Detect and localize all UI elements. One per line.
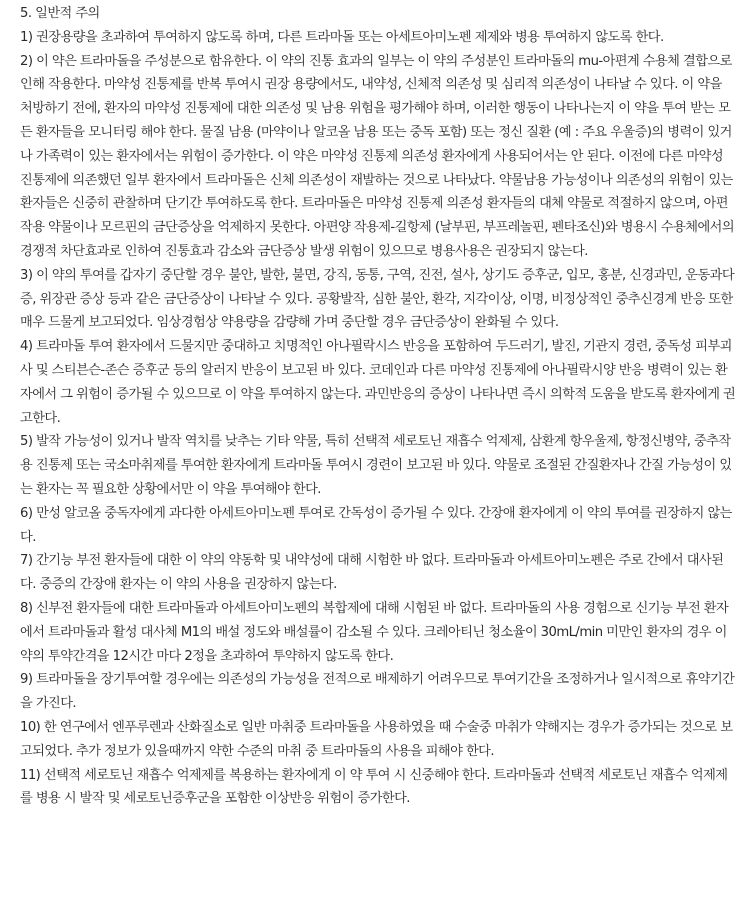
paragraph-1: 1) 권장용량을 초과하여 투여하지 않도록 하며, 다른 트라마돌 또는 아세트아미노펜 제제와 병용 투여하지 않도록 한다. — [20, 29, 664, 45]
paragraph-5: 5) 발작 가능성이 있거나 발작 역치를 낮추는 기타 약물, 특히 선택적 세로토닌 재흡수 억제제, 삼환계 항우울제, 항정신병약, 중추작용 진통제 또는 국소마취제를 투여한 환자에게 트라마돌 투여시 경련이 보고된 바 있다. 약물로 조절된 간질환자나 간질 가능성이 있는 환자는 꼭 필요한 상황에서만 이 약을 투여해야 한다. — [20, 434, 732, 497]
paragraph-11: 11) 선택적 세로토닌 재흡수 억제제를 복용하는 환자에게 이 약 투여 시 신중해야 한다. 트라마돌과 선택적 세로토닌 재흡수 억제제를 병용 시 발작 및 세로토닌증후군을 포함한 이상반응 위험이 증가한다. — [20, 767, 728, 807]
paragraph-4: 4) 트라마돌 투여 환자에서 드물지만 중대하고 치명적인 아나필락시스 반응을 포함하여 두드러기, 발진, 기관지 경련, 중독성 피부괴사 및 스티븐슨-존슨 증후군 등의 알러지 반응이 보고된 바 있다. 코데인과 다른 마약성 진통제에 아나필락시양 반응 병력이 있는 환자에서 그 위험이 증가될 수 있으므로 이 약을 투여하지 않는다. 과민반응의 증상이 나타나면 즉시 의학적 도움을 받도록 환자에게 권고한다. — [20, 339, 736, 426]
paragraph-8: 8) 신부전 환자들에 대한 트라마돌과 아세트아미노펜의 복합제에 대해 시험된 바 없다. 트라마돌의 사용 경험으로 신기능 부전 환자에서 트라마돌과 활성 대사체 M1의 배설 정도와 배설률이 감소될 수 있다. 크레아티닌 청소율이 30mL/min 미만인 환자의 경우 이 약의 투약간격을 12시간 마다 2정을 초과하여 투약하지 않도록 한다. — [20, 600, 729, 664]
paragraph-2: 2) 이 약은 트라마돌을 주성분으로 함유한다. 이 약의 진통 효과의 일부는 이 약의 주성분인 트라마돌의 mu-아편계 수용체 결합으로 인해 작용한다. 마약성 진통제를 반복 투여시 권장 용량에서도, 내약성, 신체적 의존성 및 심리적 의존성이 나타날 수 있다. 이 약을 처방하기 전에, 환자의 마약성 진통제에 대한 의존성 및 남용 위험을 평가해야 하며, 이러한 행동이 나타나는지 이 약을 투여 받는 모든 환자들을 모니터링 해야 한다. 물질 남용 (마약이나 알코올 남용 또는 중독 포함) 또는 정신 질환 (예 : 주요 우울증)의 병력이 있거나 가족력이 있는 환자에서는 위험이 증가한다. 이 약은 마약성 진통제 의존성 환자에게 사용되어서는 안 된다. 이전에 다른 마약성 진통제에 의존했던 일부 환자에서 트라마돌은 신체 의존성이 재발하는 것으로 나타났다. 약물남용 가능성이나 의존성의 위험이 있는 환자들은 신중히 관찰하며 단기간 투여하도록 한다. 트라마돌은 마약성 진통제 의존성 환자들의 대체 약물로 적절하지 않으며, 아편작용 약물이나 모르핀의 금단증상을 억제하지 못한다. 아편양 작용제-길항제 (날부핀, 부프레놀핀, 펜타조신)와 병용시 수용체에서의 경쟁적 차단효과로 인하여 진통효과 감소와 금단증상 발생 위험이 있으므로 병용사용은 권장되지 않는다. — [20, 53, 735, 259]
section-title: 5. 일반적 주의 — [20, 6, 100, 21]
paragraph-7: 7) 간기능 부전 환자들에 대한 이 약의 약동학 및 내약성에 대해 시험한 바 없다. 트라마돌과 아세트아미노펜은 주로 간에서 대사된다. 중증의 간장애 환자는 이 약의 사용을 권장하지 않는다. — [20, 553, 724, 593]
paragraph-6: 6) 만성 알코올 중독자에게 과다한 아세트아미노펜 투여로 간독성이 증가될 수 있다. 간장애 환자에게 이 약의 투여를 권장하지 않는다. — [20, 505, 732, 545]
paragraph-3: 3) 이 약의 투여를 갑자기 중단할 경우 불안, 발한, 불면, 강직, 동통, 구역, 진전, 설사, 상기도 증후군, 입모, 홍분, 신경과민, 운동과다증, 위장관 증상 등과 같은 금단증상이 나타날 수 있다. 공황발작, 심한 불안, 환각, 지각이상, 이명, 비정상적인 중추신경계 반응 또한 매우 드물게 보고되었다. 임상경험상 약용량을 감량해 가며 중단할 경우 금단증상이 완화될 수 있다. — [20, 267, 735, 331]
paragraph-10: 10) 한 연구에서 엔푸루렌과 산화질소로 일반 마취중 트라마돌을 사용하였을 때 수술중 마취가 약해지는 경우가 증가되는 것으로 보고되었다. 추가 정보가 있을때까지 약한 수준의 마취 중 트라마돌의 사용을 피해야 한다. — [20, 719, 733, 759]
paragraph-9: 9) 트라마돌을 장기투여할 경우에는 의존성의 가능성을 전적으로 배제하기 어려우므로 투여기간을 조정하거나 일시적으로 휴약기간을 가진다. — [20, 672, 735, 712]
